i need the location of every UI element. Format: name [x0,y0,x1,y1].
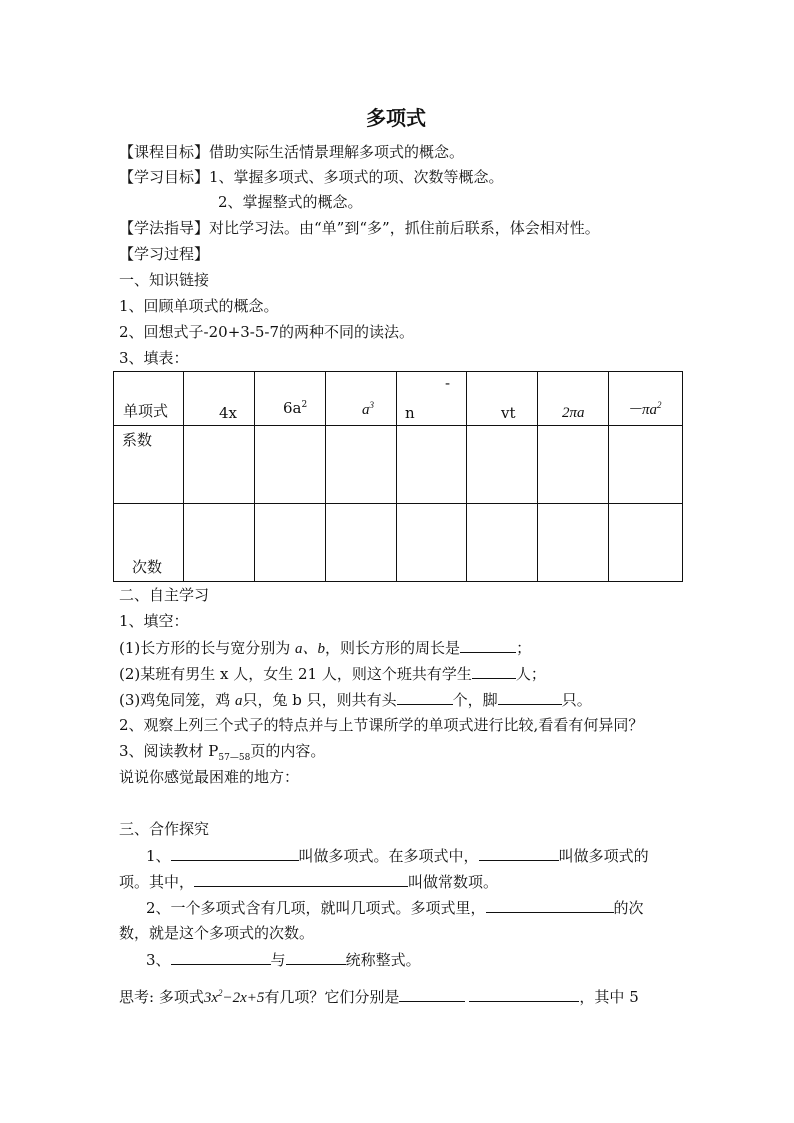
table-cell-n: - n [397,372,467,426]
table-header-cell: 次数 [114,504,184,582]
table-cell-neg-pia2: $-\pi a^2$ [609,372,683,426]
section1-item2: 2、回想式子-20+3-5-7的两种不同的读法。 [119,323,415,341]
table-header-cell: 系数 [114,426,184,504]
study-goal-2: 2、掌握整式的概念。 [218,193,363,211]
table-cell[interactable] [538,504,609,582]
table-cell[interactable] [326,426,397,504]
table-cell[interactable] [538,426,609,504]
course-goal-text: 借助实际生活情景理解多项式的概念。 [209,143,465,161]
section3-p1-cont: 项。其中， 叫做常数项。 [119,873,499,891]
question-1: (1)长方形的长与宽分别为 a、b，则长方形的周长是 ； [119,639,532,657]
table-cell-6a2: $6a^2$ [255,372,326,426]
answer-blank[interactable] [472,664,516,679]
table-cell[interactable] [326,504,397,582]
polynomial-expression: $3x^2-2x+5$ [203,988,265,1006]
table-cell-a3: $a^3$ [326,372,397,426]
answer-blank[interactable] [194,872,408,887]
study-goal-line [119,168,504,186]
study-goal-1: 1、掌握多项式、多项式的项、次数等概念。 [209,168,504,186]
section2-heading: 二、自主学习 [119,586,210,604]
section3-p1: 1、 叫做多项式。在多项式中， 叫做多项式的 [146,847,649,865]
page-title: 多项式 [366,106,426,130]
section1-item3: 3、填表： [119,349,189,367]
table-cell-2pia: 2πa [538,372,609,426]
section1-item1: 1、回顾单项式的概念。 [119,297,279,315]
section3-p2: 2、一个多项式含有几项，就叫几项式。多项式里， 的次 [146,899,644,917]
table-cell[interactable] [609,504,683,582]
answer-blank[interactable] [486,898,614,913]
section3-p2-cont: 数，就是这个多项式的次数。 [119,924,315,942]
answer-blank[interactable] [171,950,271,965]
table-cell-vt: vt [467,372,538,426]
answer-blank[interactable] [399,987,465,1002]
answer-blank[interactable] [397,690,453,705]
method-line [119,219,600,237]
answer-blank[interactable] [469,987,579,1002]
answer-blank[interactable] [479,846,559,861]
answer-blank[interactable] [460,638,516,653]
section1-heading: 一、知识链接 [119,271,210,289]
think-line: 思考: 多项式$3x^2-2x+5$有几项？它们分别是 ，其中 5 [119,988,639,1006]
table-cell[interactable] [397,426,467,504]
question-2: (2)某班有男生 x 人，女生 21 人，则这个班共有学生 人； [119,665,546,683]
method-label: 【学法指导】 [119,219,210,237]
table-row-monomial [114,372,683,426]
fill-label: 1、填空： [119,612,189,630]
section2-item4: 说说你感觉最困难的地方： [119,768,300,786]
study-goal-label: 【学习目标】 [119,168,210,186]
section3-p3: 3、 与 统称整式。 [146,951,421,969]
table-cell[interactable] [609,426,683,504]
table-cell-4x: 4x [184,372,255,426]
section3-heading: 三、合作探究 [119,820,210,838]
course-goal-line [119,143,464,161]
course-goal-label: 【课程目标】 [119,143,210,161]
table-row-degree [114,504,683,582]
question-3: (3)鸡兔同笼，鸡 a只，兔 b 只，则共有头 个，脚 只。 [119,691,592,709]
section2-item3: 3、阅读教材 $P_{57—58}$页的内容。 [119,742,326,763]
section2-item2: 2、观察上列三个式子的特点并与上节课所学的单项式进行比较,看看有何异同？ [119,716,644,734]
table-cell[interactable] [397,504,467,582]
method-text: 对比学习法。由“单”到“多”，抓住前后联系，体会相对性。 [209,219,600,237]
table-cell[interactable] [255,504,326,582]
table-cell[interactable] [184,426,255,504]
table-cell[interactable] [255,426,326,504]
answer-blank[interactable] [286,950,346,965]
process-label: 【学习过程】 [119,245,210,263]
monomial-table [113,371,683,582]
answer-blank[interactable] [171,846,299,861]
table-header-cell: 单项式 [114,372,184,426]
table-cell[interactable] [184,504,255,582]
answer-blank[interactable] [498,690,562,705]
table-row-coefficient [114,426,683,504]
table-cell[interactable] [467,504,538,582]
table-cell[interactable] [467,426,538,504]
